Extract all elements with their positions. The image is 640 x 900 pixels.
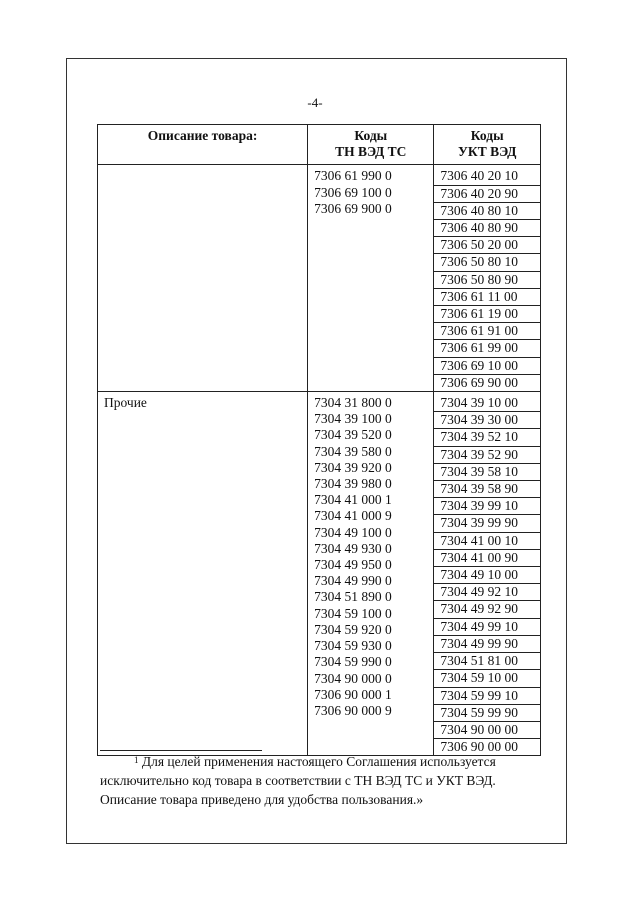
ukt-ved-code: 7306 50 80 10 <box>434 254 540 271</box>
ukt-ved-code: 7304 39 99 10 <box>434 498 540 515</box>
ukt-ved-code: 7304 39 99 90 <box>434 515 540 532</box>
tn-ved-code: 7304 39 520 0 <box>314 427 392 443</box>
tn-ved-code: 7304 31 800 0 <box>314 395 392 411</box>
cell-tn-ved-codes <box>308 165 434 392</box>
ukt-ved-code: 7306 90 00 00 <box>440 739 519 755</box>
tn-ved-code: 7306 90 000 9 <box>314 702 392 718</box>
ukt-ved-code: 7306 69 10 00 <box>434 358 540 375</box>
footnote-line-1 <box>100 752 544 771</box>
tn-ved-code: 7304 49 100 0 <box>314 524 392 540</box>
ukt-ved-code: 7304 49 92 10 <box>434 584 540 601</box>
footnote-line-1-text: Для целей применения настоящего Соглашения используется <box>141 754 496 769</box>
ukt-ved-code: 7306 50 20 00 <box>434 237 540 254</box>
ukt-ved-code: 7304 49 99 90 <box>434 636 540 653</box>
ukt-ved-code: 7306 69 90 00 <box>440 374 519 390</box>
tn-ved-code: 7304 49 990 0 <box>314 573 392 589</box>
page-number: -4- <box>307 95 323 110</box>
ukt-ved-code: 7306 40 20 10 <box>434 168 540 185</box>
ukt-ved-code: 7304 59 10 00 <box>434 670 540 687</box>
cell-ukt-ved-codes <box>434 165 541 392</box>
ukt-ved-code: 7306 40 80 10 <box>434 203 540 220</box>
header-tn-ved-line2: ТН ВЭД ТС <box>335 144 407 160</box>
tn-ved-code: 7304 90 000 0 <box>314 670 392 686</box>
ukt-ved-code: 7306 61 19 00 <box>434 306 540 323</box>
tn-ved-code: 7304 59 920 0 <box>314 621 392 637</box>
ukt-ved-code: 7304 41 00 90 <box>434 550 540 567</box>
footnote-line-2: исключительно код товара в соответствии с ТН ВЭД ТС и УКТ ВЭД. <box>100 773 496 788</box>
ukt-ved-code: 7306 50 80 90 <box>434 272 540 289</box>
codes-table <box>97 124 541 756</box>
tn-ved-code: 7304 41 000 9 <box>314 508 392 524</box>
tn-ved-code: 7304 39 100 0 <box>314 411 392 427</box>
ukt-ved-code: 7304 49 10 00 <box>434 567 540 584</box>
tn-ved-code: 7304 59 930 0 <box>314 638 392 654</box>
ukt-ved-code: 7304 41 00 10 <box>434 533 540 550</box>
ukt-ved-code: 7306 61 11 00 <box>434 289 540 306</box>
footnote <box>100 752 544 809</box>
ukt-ved-code: 7304 49 99 10 <box>434 619 540 636</box>
ukt-ved-code: 7304 39 30 00 <box>434 412 540 429</box>
ukt-ved-code: 7306 40 80 90 <box>434 220 540 237</box>
cell-ukt-ved-codes <box>434 392 541 756</box>
ukt-ved-code: 7304 39 10 00 <box>434 395 540 412</box>
ukt-ved-code: 7304 59 99 90 <box>434 705 540 722</box>
cell-tn-ved-codes <box>308 392 434 756</box>
ukt-ved-code: 7304 90 00 00 <box>434 722 540 739</box>
footnote-marker: 1 <box>134 755 139 765</box>
cell-description: Прочие <box>98 392 308 756</box>
footnote-line-3: Описание товара приведено для удобства пользования.» <box>100 792 424 807</box>
header-tn-ved <box>308 125 434 165</box>
table-body <box>98 165 541 756</box>
ukt-ved-code: 7304 39 58 90 <box>434 481 540 498</box>
tn-ved-code: 7306 61 990 0 <box>314 168 392 184</box>
ukt-ved-code: 7306 40 20 90 <box>434 186 540 203</box>
ukt-ved-code: 7304 59 99 10 <box>434 688 540 705</box>
tn-ved-code: 7306 90 000 1 <box>314 686 392 702</box>
header-description-label: Описание товара: <box>147 128 258 143</box>
tn-ved-code: 7304 51 890 0 <box>314 589 392 605</box>
ukt-ved-code: 7304 51 81 00 <box>434 653 540 670</box>
tn-ved-code: 7304 59 100 0 <box>314 605 392 621</box>
table-header-row <box>98 125 541 165</box>
ukt-ved-code: 7304 49 92 90 <box>434 601 540 618</box>
table-row <box>98 392 541 756</box>
tn-ved-code: 7306 69 900 0 <box>314 200 392 216</box>
header-description <box>98 125 308 165</box>
ukt-ved-code: 7306 61 91 00 <box>434 323 540 340</box>
tn-ved-code: 7304 59 990 0 <box>314 654 392 670</box>
tn-ved-code: 7304 49 950 0 <box>314 557 392 573</box>
table-row <box>98 165 541 392</box>
tn-ved-code: 7304 39 580 0 <box>314 443 392 459</box>
header-ukt-ved-line2: УКТ ВЭД <box>458 144 517 160</box>
tn-ved-code: 7304 49 930 0 <box>314 540 392 556</box>
header-ukt-ved-line1: Коды <box>470 128 504 143</box>
ukt-ved-code: 7304 39 58 10 <box>434 464 540 481</box>
ukt-ved-code: 7306 61 99 00 <box>434 340 540 357</box>
ukt-ved-code: 7304 39 52 90 <box>434 447 540 464</box>
header-tn-ved-line1: Коды <box>354 128 388 143</box>
tn-ved-code: 7304 39 980 0 <box>314 476 392 492</box>
tn-ved-code: 7304 39 920 0 <box>314 459 392 475</box>
tn-ved-code: 7306 69 100 0 <box>314 184 392 200</box>
header-ukt-ved <box>434 125 541 165</box>
cell-description <box>98 165 308 392</box>
ukt-ved-code: 7304 39 52 10 <box>434 429 540 446</box>
tn-ved-code: 7304 41 000 1 <box>314 492 392 508</box>
footnote-rule <box>100 750 262 751</box>
